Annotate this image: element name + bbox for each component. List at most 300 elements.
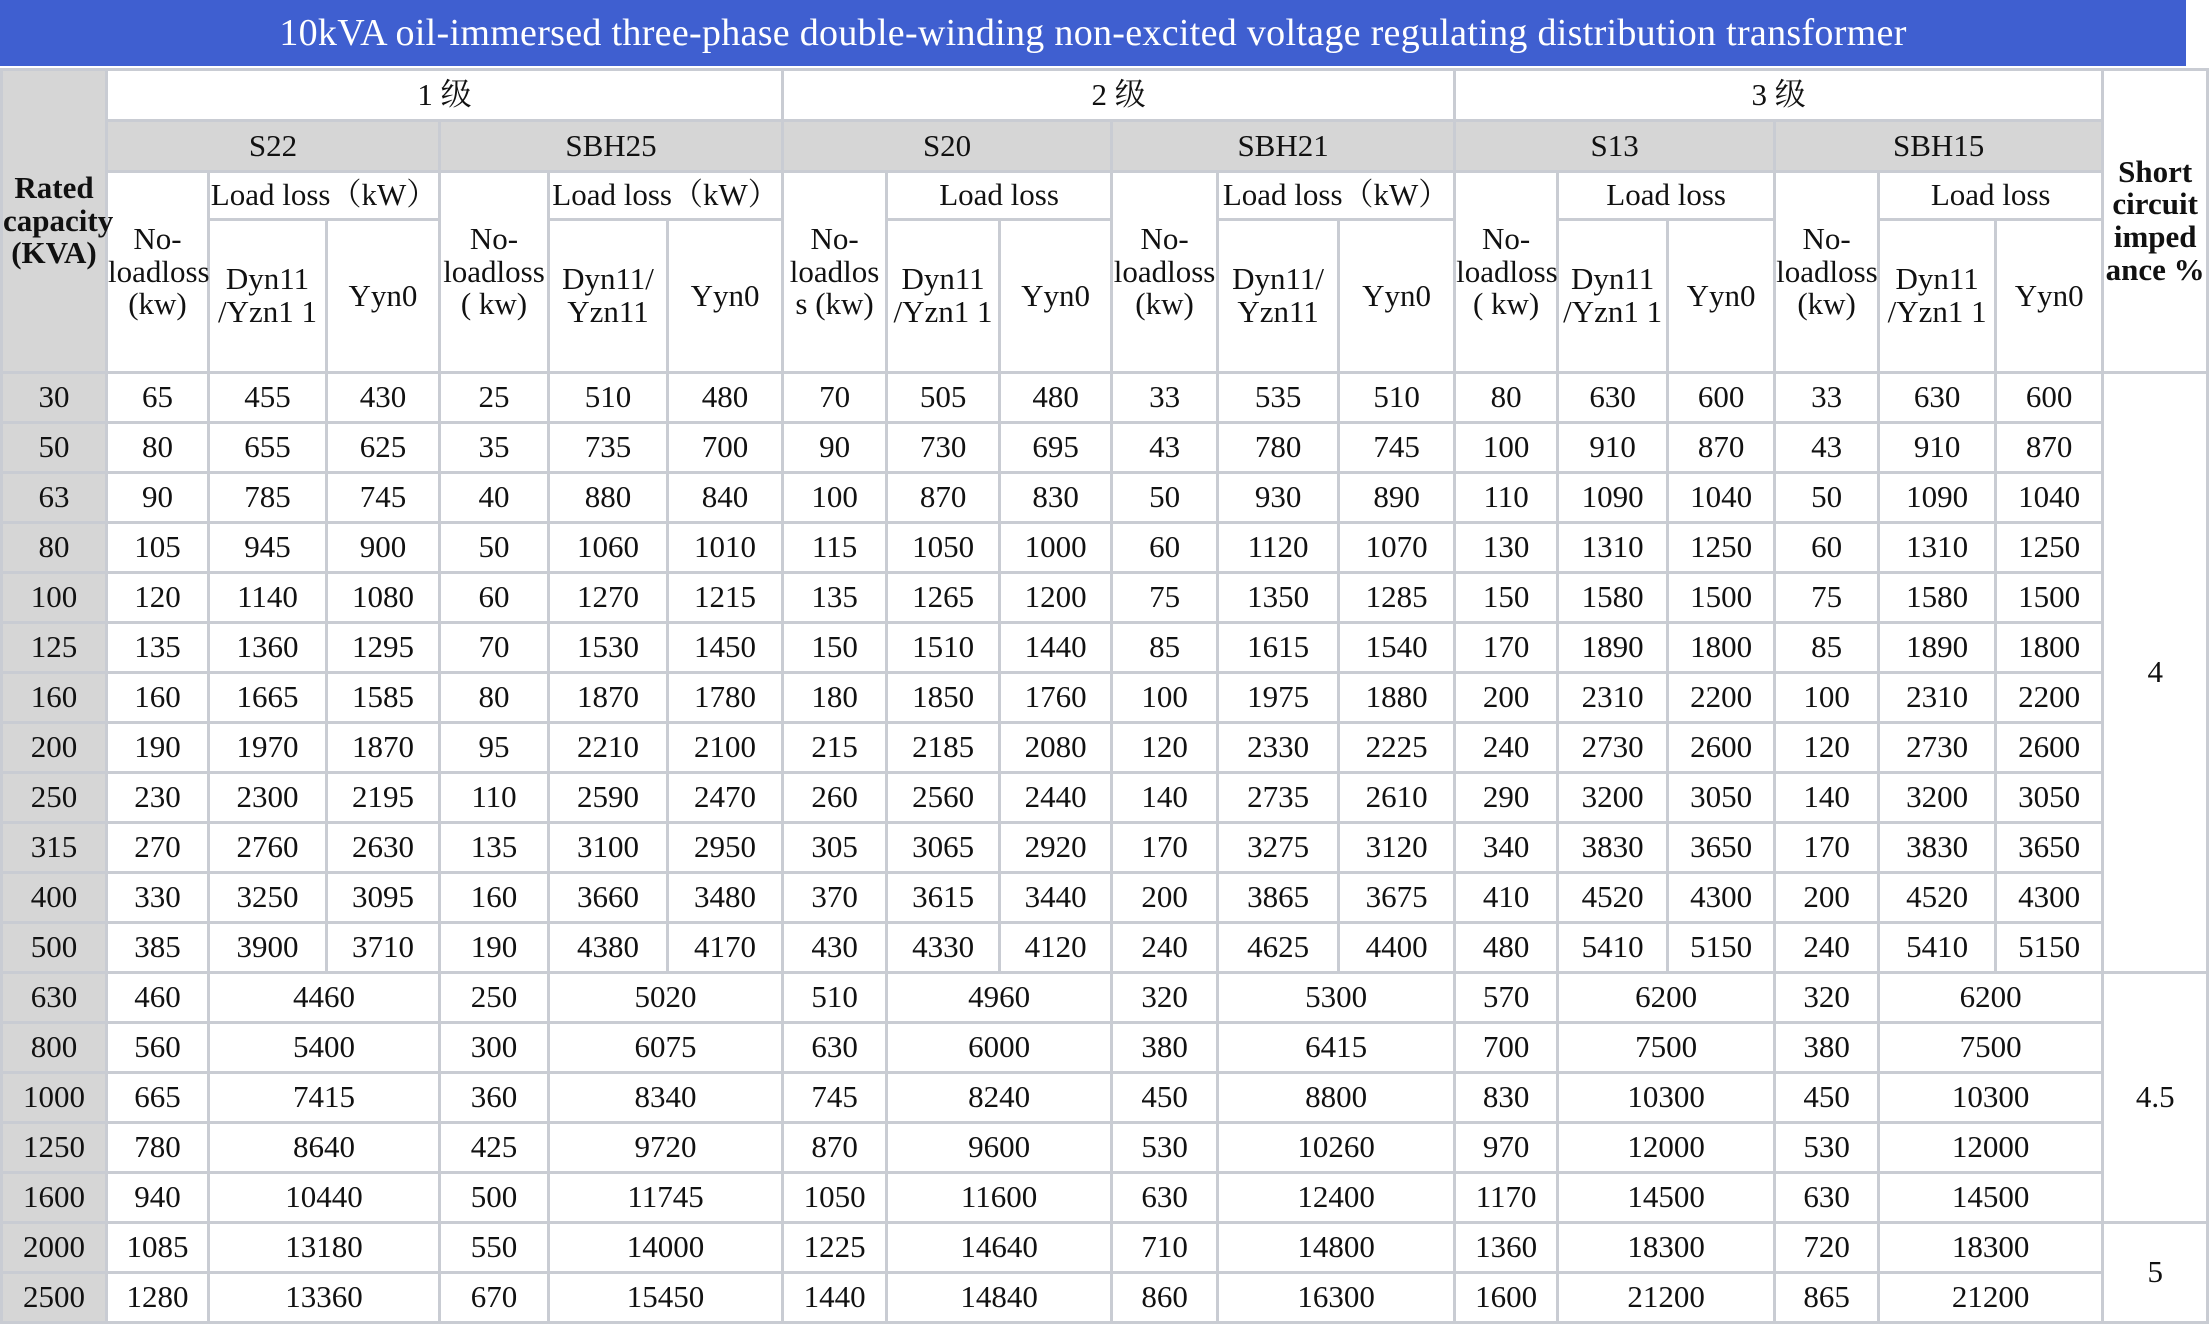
value-cell: 40: [440, 473, 549, 523]
value-cell: 2310: [1879, 673, 1996, 723]
value-cell: 160: [107, 673, 209, 723]
table-row: [2, 523, 2208, 573]
value-cell: 1450: [668, 623, 783, 673]
value-cell: 455: [209, 373, 327, 423]
value-cell: 13360: [209, 1273, 440, 1323]
value-cell: 530: [1775, 1123, 1879, 1173]
table-row: [2, 1023, 2208, 1073]
value-cell: 550: [440, 1223, 549, 1273]
value-cell: 1140: [209, 573, 327, 623]
value-cell: 2195: [327, 773, 440, 823]
value-cell: 170: [1112, 823, 1218, 873]
value-cell: 1530: [549, 623, 668, 673]
value-cell: 1360: [1455, 1223, 1558, 1273]
value-cell: 450: [1112, 1073, 1218, 1123]
capacity-cell: 315: [2, 823, 107, 873]
model-header-sbh15: SBH15: [1775, 121, 2103, 172]
value-cell: 120: [1112, 723, 1218, 773]
transformer-spec-table: [0, 68, 2209, 1324]
value-cell: 1440: [783, 1273, 887, 1323]
value-cell: 270: [107, 823, 209, 873]
yyn0-header: Yyn0: [668, 220, 783, 373]
value-cell: 200: [1112, 873, 1218, 923]
load-loss-header: Load loss: [1558, 172, 1775, 220]
value-cell: 1085: [107, 1223, 209, 1273]
load-loss-header: Load loss: [1879, 172, 2103, 220]
value-cell: 240: [1775, 923, 1879, 973]
value-cell: 2560: [887, 773, 1000, 823]
value-cell: 370: [783, 873, 887, 923]
value-cell: 4120: [1000, 923, 1112, 973]
value-cell: 90: [107, 473, 209, 523]
value-cell: 3675: [1339, 873, 1455, 923]
short-circuit-value: 4: [2103, 373, 2208, 973]
value-cell: 15450: [549, 1273, 783, 1323]
value-cell: 100: [1455, 423, 1558, 473]
capacity-cell: 200: [2, 723, 107, 773]
yyn0-header: Yyn0: [1000, 220, 1112, 373]
noload-loss-header: No- loadloss ( kw): [1455, 172, 1558, 373]
value-cell: 360: [440, 1073, 549, 1123]
value-cell: 630: [1775, 1173, 1879, 1223]
value-cell: 430: [327, 373, 440, 423]
value-cell: 410: [1455, 873, 1558, 923]
value-cell: 2735: [1218, 773, 1339, 823]
value-cell: 5410: [1879, 923, 1996, 973]
value-cell: 530: [1112, 1123, 1218, 1173]
value-cell: 5400: [209, 1023, 440, 1073]
value-cell: 510: [783, 973, 887, 1023]
value-cell: 150: [783, 623, 887, 673]
value-cell: 240: [1455, 723, 1558, 773]
value-cell: 13180: [209, 1223, 440, 1273]
value-cell: 50: [1775, 473, 1879, 523]
value-cell: 1500: [1996, 573, 2103, 623]
value-cell: 600: [1996, 373, 2103, 423]
value-cell: 65: [107, 373, 209, 423]
value-cell: 625: [327, 423, 440, 473]
capacity-cell: 80: [2, 523, 107, 573]
value-cell: 1510: [887, 623, 1000, 673]
value-cell: 50: [440, 523, 549, 573]
value-cell: 5150: [1668, 923, 1775, 973]
value-cell: 10260: [1218, 1123, 1455, 1173]
value-cell: 700: [668, 423, 783, 473]
value-cell: 3480: [668, 873, 783, 923]
value-cell: 105: [107, 523, 209, 573]
value-cell: 3100: [549, 823, 668, 873]
value-cell: 14000: [549, 1223, 783, 1273]
value-cell: 700: [1455, 1023, 1558, 1073]
dyn11-yzn11-header: Dyn11 /Yzn1 1: [1879, 220, 1996, 373]
value-cell: 3200: [1558, 773, 1668, 823]
capacity-cell: 63: [2, 473, 107, 523]
value-cell: 33: [1775, 373, 1879, 423]
value-cell: 4170: [668, 923, 783, 973]
value-cell: 3830: [1558, 823, 1668, 873]
value-cell: 1500: [1668, 573, 1775, 623]
value-cell: 830: [1000, 473, 1112, 523]
value-cell: 200: [1455, 673, 1558, 723]
value-cell: 630: [1558, 373, 1668, 423]
value-cell: 430: [783, 923, 887, 973]
value-cell: 14500: [1558, 1173, 1775, 1223]
value-cell: 1850: [887, 673, 1000, 723]
value-cell: 500: [440, 1173, 549, 1223]
value-cell: 1310: [1558, 523, 1668, 573]
table-title: 10kVA oil-immersed three-phase double-winding non-excited voltage regulating distribution transformer: [0, 0, 2186, 66]
value-cell: 2610: [1339, 773, 1455, 823]
table-row: [2, 573, 2208, 623]
value-cell: 1295: [327, 623, 440, 673]
value-cell: 450: [1775, 1073, 1879, 1123]
grade-1-header: 1 级: [107, 70, 783, 121]
value-cell: 25: [440, 373, 549, 423]
short-circuit-value: 5: [2103, 1223, 2208, 1323]
capacity-cell: 800: [2, 1023, 107, 1073]
value-cell: 4625: [1218, 923, 1339, 973]
value-cell: 385: [107, 923, 209, 973]
value-cell: 785: [209, 473, 327, 523]
table-row: [2, 973, 2208, 1023]
value-cell: 200: [1775, 873, 1879, 923]
value-cell: 4300: [1996, 873, 2103, 923]
value-cell: 480: [1455, 923, 1558, 973]
value-cell: 870: [1996, 423, 2103, 473]
value-cell: 3050: [1996, 773, 2103, 823]
value-cell: 2185: [887, 723, 1000, 773]
value-cell: 2630: [327, 823, 440, 873]
value-cell: 1010: [668, 523, 783, 573]
value-cell: 21200: [1558, 1273, 1775, 1323]
value-cell: 3120: [1339, 823, 1455, 873]
value-cell: 320: [1112, 973, 1218, 1023]
value-cell: 14500: [1879, 1173, 2103, 1223]
load-loss-header: Load loss（kW）: [549, 172, 783, 220]
table-row: [2, 923, 2208, 973]
value-cell: 2200: [1668, 673, 1775, 723]
value-cell: 140: [1112, 773, 1218, 823]
value-cell: 970: [1455, 1123, 1558, 1173]
value-cell: 1285: [1339, 573, 1455, 623]
value-cell: 4330: [887, 923, 1000, 973]
value-cell: 4960: [887, 973, 1112, 1023]
value-cell: 1870: [327, 723, 440, 773]
value-cell: 830: [1455, 1073, 1558, 1123]
value-cell: 1580: [1558, 573, 1668, 623]
value-cell: 12400: [1218, 1173, 1455, 1223]
capacity-cell: 1250: [2, 1123, 107, 1173]
yyn0-header: Yyn0: [1339, 220, 1455, 373]
model-header-s20: S20: [783, 121, 1112, 172]
value-cell: 70: [440, 623, 549, 673]
value-cell: 10300: [1879, 1073, 2103, 1123]
value-cell: 3865: [1218, 873, 1339, 923]
value-cell: 1215: [668, 573, 783, 623]
value-cell: 3830: [1879, 823, 1996, 873]
table-row: [2, 373, 2208, 423]
value-cell: 910: [1558, 423, 1668, 473]
value-cell: 480: [668, 373, 783, 423]
value-cell: 840: [668, 473, 783, 523]
value-cell: 870: [887, 473, 1000, 523]
value-cell: 8240: [887, 1073, 1112, 1123]
capacity-cell: 500: [2, 923, 107, 973]
value-cell: 120: [107, 573, 209, 623]
value-cell: 3900: [209, 923, 327, 973]
value-cell: 18300: [1879, 1223, 2103, 1273]
capacity-cell: 50: [2, 423, 107, 473]
capacity-cell: 30: [2, 373, 107, 423]
value-cell: 730: [887, 423, 1000, 473]
value-cell: 1600: [1455, 1273, 1558, 1323]
value-cell: 8800: [1218, 1073, 1455, 1123]
value-cell: 670: [440, 1273, 549, 1323]
value-cell: 870: [1668, 423, 1775, 473]
value-cell: 120: [1775, 723, 1879, 773]
value-cell: 60: [1775, 523, 1879, 573]
dyn11-yzn11-header: Dyn11 /Yzn1 1: [887, 220, 1000, 373]
dyn11-yzn11-header: Dyn11/ Yzn11: [549, 220, 668, 373]
value-cell: 2310: [1558, 673, 1668, 723]
value-cell: 505: [887, 373, 1000, 423]
model-header-sbh25: SBH25: [440, 121, 783, 172]
value-cell: 1760: [1000, 673, 1112, 723]
value-cell: 115: [783, 523, 887, 573]
value-cell: 930: [1218, 473, 1339, 523]
value-cell: 4400: [1339, 923, 1455, 973]
value-cell: 2600: [1668, 723, 1775, 773]
value-cell: 710: [1112, 1223, 1218, 1273]
grade-3-header: 3 级: [1455, 70, 2103, 121]
table-row: [2, 873, 2208, 923]
value-cell: 1665: [209, 673, 327, 723]
value-cell: 860: [1112, 1273, 1218, 1323]
value-cell: 735: [549, 423, 668, 473]
value-cell: 5020: [549, 973, 783, 1023]
value-cell: 1070: [1339, 523, 1455, 573]
value-cell: 12000: [1558, 1123, 1775, 1173]
value-cell: 43: [1112, 423, 1218, 473]
value-cell: 4300: [1668, 873, 1775, 923]
value-cell: 100: [783, 473, 887, 523]
capacity-cell: 125: [2, 623, 107, 673]
capacity-cell: 250: [2, 773, 107, 823]
value-cell: 780: [1218, 423, 1339, 473]
value-cell: 230: [107, 773, 209, 823]
value-cell: 250: [440, 973, 549, 1023]
value-cell: 9720: [549, 1123, 783, 1173]
value-cell: 890: [1339, 473, 1455, 523]
value-cell: 190: [440, 923, 549, 973]
value-cell: 70: [783, 373, 887, 423]
value-cell: 870: [783, 1123, 887, 1173]
value-cell: 2440: [1000, 773, 1112, 823]
value-cell: 2200: [1996, 673, 2103, 723]
value-cell: 1870: [549, 673, 668, 723]
value-cell: 1975: [1218, 673, 1339, 723]
value-cell: 330: [107, 873, 209, 923]
value-cell: 510: [549, 373, 668, 423]
value-cell: 910: [1879, 423, 1996, 473]
capacity-cell: 2000: [2, 1223, 107, 1273]
value-cell: 10440: [209, 1173, 440, 1223]
value-cell: 8340: [549, 1073, 783, 1123]
value-cell: 140: [1775, 773, 1879, 823]
value-cell: 1440: [1000, 623, 1112, 673]
value-cell: 3710: [327, 923, 440, 973]
value-cell: 2730: [1558, 723, 1668, 773]
value-cell: 1000: [1000, 523, 1112, 573]
value-cell: 11600: [887, 1173, 1112, 1223]
noload-loss-header: No- loadloss ( kw): [440, 172, 549, 373]
value-cell: 2760: [209, 823, 327, 873]
value-cell: 4460: [209, 973, 440, 1023]
value-cell: 33: [1112, 373, 1218, 423]
value-cell: 1580: [1879, 573, 1996, 623]
value-cell: 2950: [668, 823, 783, 873]
value-cell: 745: [327, 473, 440, 523]
value-cell: 2100: [668, 723, 783, 773]
value-cell: 3200: [1879, 773, 1996, 823]
value-cell: 2920: [1000, 823, 1112, 873]
noload-loss-header: No- loadloss (kw): [1775, 172, 1879, 373]
value-cell: 170: [1455, 623, 1558, 673]
value-cell: 3275: [1218, 823, 1339, 873]
table-row: [2, 823, 2208, 873]
value-cell: 745: [1339, 423, 1455, 473]
value-cell: 380: [1112, 1023, 1218, 1073]
value-cell: 3660: [549, 873, 668, 923]
value-cell: 1060: [549, 523, 668, 573]
value-cell: 2225: [1339, 723, 1455, 773]
value-cell: 11745: [549, 1173, 783, 1223]
yyn0-header: Yyn0: [1668, 220, 1775, 373]
value-cell: 12000: [1879, 1123, 2103, 1173]
value-cell: 1350: [1218, 573, 1339, 623]
table-row: [2, 1223, 2208, 1273]
value-cell: 880: [549, 473, 668, 523]
value-cell: 780: [107, 1123, 209, 1173]
capacity-cell: 1000: [2, 1073, 107, 1123]
table-row: [2, 1273, 2208, 1323]
value-cell: 630: [1879, 373, 1996, 423]
value-cell: 95: [440, 723, 549, 773]
noload-loss-header: No- loadlos s (kw): [783, 172, 887, 373]
value-cell: 35: [440, 423, 549, 473]
yyn0-header: Yyn0: [1996, 220, 2103, 373]
value-cell: 215: [783, 723, 887, 773]
value-cell: 135: [440, 823, 549, 873]
value-cell: 1225: [783, 1223, 887, 1273]
value-cell: 6200: [1879, 973, 2103, 1023]
dyn11-yzn11-header: Dyn11 /Yzn1 1: [1558, 220, 1668, 373]
value-cell: 630: [1112, 1173, 1218, 1223]
value-cell: 940: [107, 1173, 209, 1223]
value-cell: 1780: [668, 673, 783, 723]
value-cell: 665: [107, 1073, 209, 1123]
value-cell: 425: [440, 1123, 549, 1173]
value-cell: 3050: [1668, 773, 1775, 823]
value-cell: 380: [1775, 1023, 1879, 1073]
grade-2-header: 2 级: [783, 70, 1455, 121]
value-cell: 1800: [1668, 623, 1775, 673]
value-cell: 2210: [549, 723, 668, 773]
load-loss-header: Load loss（kW）: [209, 172, 440, 220]
value-cell: 1080: [327, 573, 440, 623]
value-cell: 2600: [1996, 723, 2103, 773]
value-cell: 300: [440, 1023, 549, 1073]
value-cell: 865: [1775, 1273, 1879, 1323]
value-cell: 75: [1775, 573, 1879, 623]
value-cell: 5300: [1218, 973, 1455, 1023]
short-circuit-value: 4.5: [2103, 973, 2208, 1223]
value-cell: 745: [783, 1073, 887, 1123]
value-cell: 80: [440, 673, 549, 723]
value-cell: 1090: [1558, 473, 1668, 523]
value-cell: 655: [209, 423, 327, 473]
value-cell: 320: [1775, 973, 1879, 1023]
value-cell: 2080: [1000, 723, 1112, 773]
value-cell: 695: [1000, 423, 1112, 473]
value-cell: 1050: [783, 1173, 887, 1223]
value-cell: 3615: [887, 873, 1000, 923]
value-cell: 2300: [209, 773, 327, 823]
value-cell: 6200: [1558, 973, 1775, 1023]
value-cell: 75: [1112, 573, 1218, 623]
value-cell: 100: [1775, 673, 1879, 723]
value-cell: 3065: [887, 823, 1000, 873]
value-cell: 180: [783, 673, 887, 723]
noload-loss-header: No- loadloss (kw): [1112, 172, 1218, 373]
value-cell: 3650: [1996, 823, 2103, 873]
value-cell: 10300: [1558, 1073, 1775, 1123]
value-cell: 170: [1775, 823, 1879, 873]
value-cell: 18300: [1558, 1223, 1775, 1273]
value-cell: 510: [1339, 373, 1455, 423]
value-cell: 1200: [1000, 573, 1112, 623]
value-cell: 9600: [887, 1123, 1112, 1173]
value-cell: 2730: [1879, 723, 1996, 773]
value-cell: 80: [107, 423, 209, 473]
value-cell: 3250: [209, 873, 327, 923]
table-row: [2, 623, 2208, 673]
value-cell: 21200: [1879, 1273, 2103, 1323]
value-cell: 1270: [549, 573, 668, 623]
table-row: [2, 473, 2208, 523]
value-cell: 260: [783, 773, 887, 823]
short-circuit-header: Short circuit imped ance %: [2103, 70, 2208, 373]
table-row: [2, 773, 2208, 823]
value-cell: 945: [209, 523, 327, 573]
value-cell: 2330: [1218, 723, 1339, 773]
rated-capacity-header: Rated capacity (KVA): [2, 70, 107, 373]
value-cell: 14640: [887, 1223, 1112, 1273]
value-cell: 720: [1775, 1223, 1879, 1273]
value-cell: 1090: [1879, 473, 1996, 523]
capacity-cell: 100: [2, 573, 107, 623]
value-cell: 1265: [887, 573, 1000, 623]
capacity-cell: 160: [2, 673, 107, 723]
dyn11-yzn11-header: Dyn11/ Yzn11: [1218, 220, 1339, 373]
value-cell: 14840: [887, 1273, 1112, 1323]
value-cell: 535: [1218, 373, 1339, 423]
table-row: [2, 1073, 2208, 1123]
value-cell: 80: [1455, 373, 1558, 423]
value-cell: 3650: [1668, 823, 1775, 873]
capacity-cell: 400: [2, 873, 107, 923]
value-cell: 110: [1455, 473, 1558, 523]
